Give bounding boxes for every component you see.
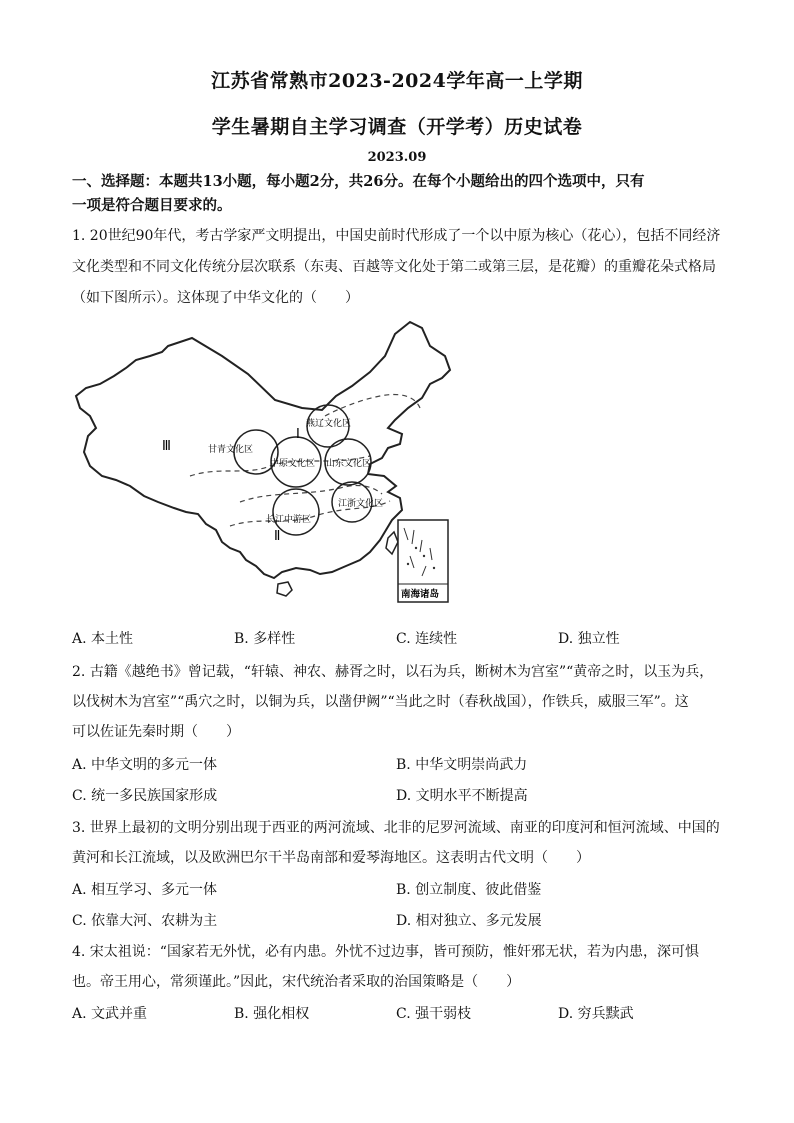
- q1-text-line1: 1. 20世纪90年代，考古学家严文明提出，中国史前时代形成了一个以中原为核心（花心），包括不同经济: [72, 228, 721, 244]
- label-shandong: 山东文化区: [326, 459, 372, 469]
- q3-text-line1: 3. 世界上最初的文明分别出现于西亚的两河流域、北非的尼罗河流域、南亚的印度河和恒河流域、中国的: [72, 820, 720, 836]
- taiwan-island: [386, 532, 398, 554]
- q3-option-b[interactable]: B. 创立制度、彼此借鉴: [396, 882, 542, 898]
- q4-option-b[interactable]: B. 强化相权: [234, 1006, 310, 1022]
- q1-option-a[interactable]: A. 本土性: [72, 631, 134, 647]
- q1-option-d[interactable]: D. 独立性: [558, 631, 620, 647]
- q3-option-a[interactable]: A. 相互学习、多元一体: [72, 882, 218, 898]
- q3-option-c[interactable]: C. 依靠大河、农耕为主: [72, 913, 218, 929]
- label-jiangzhe: 江浙文化区: [338, 499, 384, 509]
- china-culture-map: [70, 316, 490, 606]
- label-changjiang: 长江中游区: [266, 515, 312, 525]
- q2-option-d[interactable]: D. 文明水平不断提高: [396, 788, 528, 804]
- q4-option-d[interactable]: D. 穷兵黩武: [558, 1006, 634, 1022]
- page-title-line2: 学生暑期自主学习调查（开学考）历史试卷: [211, 116, 583, 138]
- q4-text-line1: 4. 宋太祖说：“国家若无外忧，必有内患。外忧不过边事，皆可预防，惟奸邪无状，若为内患，深可惧: [72, 944, 699, 960]
- q3-option-d[interactable]: D. 相对独立、多元发展: [396, 913, 542, 929]
- q2-text-line1: 2. 古籍《越绝书》曾记载，“轩辕、神农、赫胥之时，以石为兵，断树木为宫室”“黄帝之时，以玉为兵，: [72, 664, 714, 680]
- q1-option-b[interactable]: B. 多样性: [234, 631, 296, 647]
- q4-option-c[interactable]: C. 强干弱枝: [396, 1006, 472, 1022]
- q2-option-b[interactable]: B. 中华文明崇尚武力: [396, 757, 528, 773]
- label-zhongyuan: 中原文化区: [270, 459, 316, 469]
- section-instruction-line1: 一、选择题：本题共13小题，每小题2分，共26分。在每个小题给出的四个选项中，只有: [72, 173, 645, 190]
- page-title-line1: 江苏省常熟市2023-2024学年高一上学期: [211, 70, 583, 92]
- q2-option-c[interactable]: C. 统一多民族国家形成: [72, 788, 218, 804]
- q2-text-line3: 可以佐证先秦时期（ ）: [72, 724, 240, 740]
- q1-option-c[interactable]: C. 连续性: [396, 631, 458, 647]
- q1-text-line2: 文化类型和不同文化传统分层次联系（东夷、百越等文化处于第二或第三层，是花瓣）的重瓣花朵式格局: [72, 259, 716, 275]
- label-ganqing: 甘青文化区: [208, 445, 254, 455]
- q4-text-line2: 也。帝王用心，常须谨此。”因此，宋代统治者采取的治国策略是（ ）: [72, 974, 521, 990]
- section-instruction-line2: 一项是符合题目要求的。: [72, 197, 232, 214]
- q2-text-line2: 以伐树木为宫室”“禹穴之时，以铜为兵，以凿伊阙”“当此之时（春秋战国），作铁兵，威服三军”。这: [72, 694, 689, 710]
- inset-label: 南海诸岛: [401, 589, 440, 600]
- hainan-island: [277, 582, 292, 596]
- label-layer-1: Ⅰ: [296, 427, 300, 442]
- label-layer-3: Ⅲ: [162, 439, 171, 454]
- south-sea-inset: [398, 520, 448, 602]
- q2-option-a[interactable]: A. 中华文明的多元一体: [72, 757, 218, 773]
- q1-text-line3: （如下图所示）。这体现了中华文化的（ ）: [72, 290, 359, 306]
- q3-text-line2: 黄河和长江流域，以及欧洲巴尔干半岛南部和爱琴海地区。这表明古代文明（ ）: [72, 850, 590, 866]
- label-yanliao: 燕辽文化区: [306, 419, 352, 429]
- label-layer-2: Ⅱ: [274, 529, 281, 544]
- q4-option-a[interactable]: A. 文武并重: [72, 1006, 148, 1022]
- exam-date: 2023.09: [367, 150, 427, 165]
